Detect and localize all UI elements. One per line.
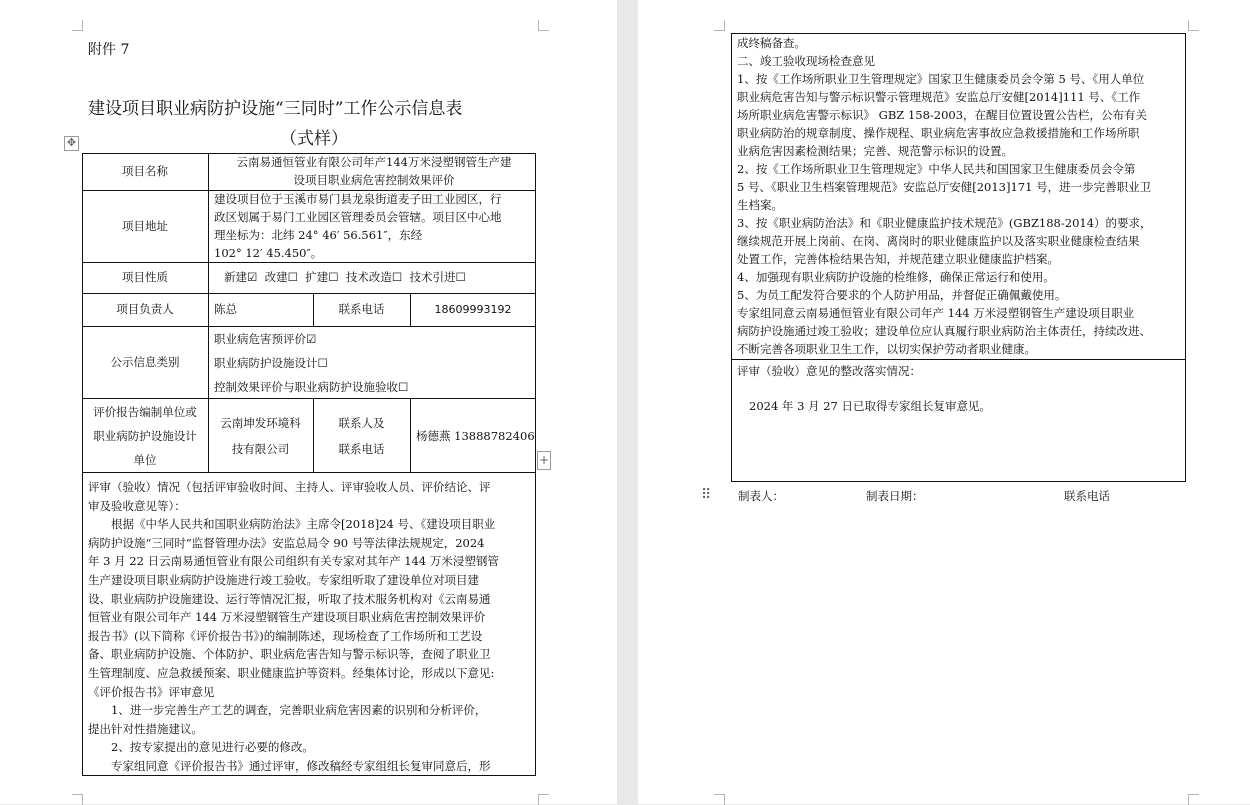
opinion-line: 场所职业病危害警示标识》 GBZ 158-2003，在醒目位置设置公告栏，公布有关 [737, 108, 1148, 122]
review-line: 备、职业病防护设施、个体防护、职业病危害告知与警示标识等，查阅了职业卫 [88, 647, 491, 662]
category-option-acceptance: 控制效果评价与职业病防护设施验收☐ [214, 380, 409, 394]
project-address-line4: 102° 12′ 45.450″。 [214, 246, 323, 260]
add-row-icon[interactable]: + [537, 451, 551, 470]
contact-label-line2: 联系电话 [338, 442, 385, 456]
project-nature-label: 项目性质 [122, 270, 168, 284]
table-move-handle-icon[interactable]: ✥ [64, 136, 79, 151]
review-line: 评审（验收）情况（包括评审验收时间、主持人、评审验收人员、评价结论、评 [88, 480, 491, 494]
category-label: 公示信息类别 [110, 355, 180, 369]
crop-mark [1188, 20, 1199, 31]
opinion-line: 3、按《职业病防治法》和《职业健康监护技术规范》(GBZ188-2014）的要求， [737, 216, 1152, 230]
category-option-pre-evaluation: 职业病危害预评价☑ [214, 332, 317, 346]
org-label-line1: 评价报告编制单位或 [93, 405, 197, 419]
project-address-line1: 建设项目位于玉溪市易门县龙泉街道麦子田工业园区，行 [214, 192, 502, 206]
footer-maker: 制表人： [738, 489, 784, 503]
opinion-line: 4、加强现有职业病防护设施的检维修，确保正常运行和使用。 [737, 270, 1055, 284]
leader-phone-value: 18609993192 [434, 303, 512, 316]
document-page-right [638, 0, 1250, 804]
review-line: 设、职业病防护设施建设、运行等情况汇报，听取了技术服务机构对《云南易通 [88, 591, 491, 606]
review-line: 2、按专家提出的意见进行必要的修改。 [88, 740, 314, 755]
project-leader-label: 项目负责人 [116, 302, 174, 316]
opinion-line: 5 号、《职业卫生档案管理规范》安监总厅安健[2013]171 号，进一步完善职业卫 [737, 180, 1152, 194]
crop-mark [538, 794, 549, 805]
review-line: 生产建设项目职业病防护设施进行竣工验收。专家组听取了建设单位对项目建 [88, 573, 479, 587]
review-line: 病防护设施“三同时”监督管理办法》安监总局令 90 号等法律法规规定，2024 [88, 535, 485, 550]
opinion-line: 业病危害因素检测结果；完善、规范警示标识的设置。 [737, 144, 1013, 158]
review-line: 1、进一步完善生产工艺的调查，完善职业病危害因素的识别和分析评价， [88, 703, 487, 718]
page-subtitle: （式样） [280, 129, 348, 149]
project-name-value-line2: 设项目职业病危害控制效果评价 [293, 173, 455, 187]
rectify-label: 评审（验收）意见的整改落实情况： [737, 364, 921, 378]
crop-mark [714, 20, 725, 31]
opinion-line: 二、竣工验收现场检查意见 [737, 54, 875, 68]
opinion-line: 专家组同意云南易通恒管业有限公司年产 144 万米浸塑钢管生产建设项目职业 [737, 306, 1135, 320]
review-line: 生管理制度、应急救援预案、职业健康监护等资料。经集体讨论，形成以下意见: [88, 666, 495, 680]
project-address-line2: 政区划属于易门工业园区管理委员会管辖。项目区中心地 [214, 210, 502, 224]
org-value-line1: 云南坤发环境科 [220, 416, 301, 430]
opinion-line: 职业病防治的规章制度、操作规程、职业病危害事故应急救援措施和工作场所职 [737, 126, 1140, 140]
crop-mark [714, 794, 725, 805]
crop-mark [1188, 794, 1199, 805]
org-label-line2: 职业病防护设施设计 [93, 429, 197, 443]
contact-label-line1: 联系人及 [338, 416, 385, 430]
project-nature-options: 新建☑ 改建☐ 扩建☐ 技术改造☐ 技术引进☐ [224, 270, 466, 284]
opinion-line: 处置工作，完善体检结果告知，并规范建立职业健康监护档案。 [737, 252, 1059, 266]
attachment-label: 附件 7 [88, 42, 130, 58]
review-line: 年 3 月 22 日云南易通恒管业有限公司组织有关专家对其年产 144 万米浸塑钢管 [88, 554, 499, 569]
review-line: 《评价报告书》评审意见 [88, 684, 215, 699]
footer-phone: 联系电话 [1064, 489, 1110, 503]
opinion-line: 继续规范开展上岗前、在岗、离岗时的职业健康监护以及落实职业健康检查结果 [737, 234, 1140, 248]
crop-mark [72, 794, 83, 805]
project-leader-value: 陈总 [214, 302, 237, 316]
project-address-line3: 理坐标为：北纬 24° 46′ 56.561″，东经 [214, 228, 423, 242]
opinion-line: 生档案。 [737, 198, 783, 212]
review-line: 审及验收意见等）： [88, 498, 186, 513]
document-page-left [0, 0, 617, 804]
contact-value: 杨德燕 13888782406 [416, 429, 535, 443]
opinion-line: 5、为员工配发符合要求的个人防护用品，并督促正确佩戴使用。 [737, 288, 1067, 302]
category-option-design: 职业病防护设施设计☐ [214, 356, 328, 370]
opinion-line: 病防护设施通过竣工验收；建设单位应认真履行职业病防治主体责任，持续改进、 [737, 324, 1151, 338]
crop-mark [72, 20, 83, 31]
opinion-line: 不断完善各项职业卫生工作，以切实保护劳动者职业健康。 [737, 342, 1036, 356]
review-line: 专家组同意《评价报告书》通过评审，修改稿经专家组组长复审同意后，形 [88, 759, 491, 773]
review-line: 报告书》(以下简称《评价报告书》)的编制陈述，现场检查了工作场所和工艺设 [88, 628, 483, 643]
org-label-line3: 单位 [133, 453, 157, 467]
footer-date: 制表日期： [866, 489, 924, 503]
page-title: 建设项目职业病防护设施“三同时”工作公示信息表 [88, 99, 463, 119]
leader-phone-label: 联系电话 [338, 302, 385, 316]
opinion-line: 2、按《工作场所职业卫生管理规定》中华人民共和国国家卫生健康委员会令第 [737, 162, 1136, 176]
drag-handle-icon[interactable]: ⠿ [701, 487, 710, 503]
opinion-line: 成终稿备查。 [737, 36, 806, 50]
project-name-value-line1: 云南易通恒管业有限公司年产144万米浸塑钢管生产建 [236, 155, 512, 169]
crop-mark [538, 20, 549, 31]
project-address-label: 项目地址 [122, 219, 168, 233]
opinion-line: 职业病危害告知与警示标识警示管理规范》安监总厅安健[2014]111 号、《工作 [737, 90, 1141, 104]
org-value-line2: 技有限公司 [231, 442, 290, 456]
opinion-line: 1、按《工作场所职业卫生管理规定》国家卫生健康委员会令第 5 号、《用人单位 [737, 72, 1145, 86]
review-line: 恒管业有限公司年产 144 万米浸塑钢管生产建设项目职业病危害控制效果评价 [88, 610, 486, 625]
rectify-value: 2024 年 3 月 27 日已取得专家组长复审意见。 [749, 399, 991, 413]
project-name-label: 项目名称 [122, 164, 168, 178]
review-line: 根据《中华人民共和国职业病防治法》主席令[2018]24 号、《建设项目职业 [88, 517, 496, 532]
review-line: 提出针对性措施建议。 [88, 721, 203, 736]
